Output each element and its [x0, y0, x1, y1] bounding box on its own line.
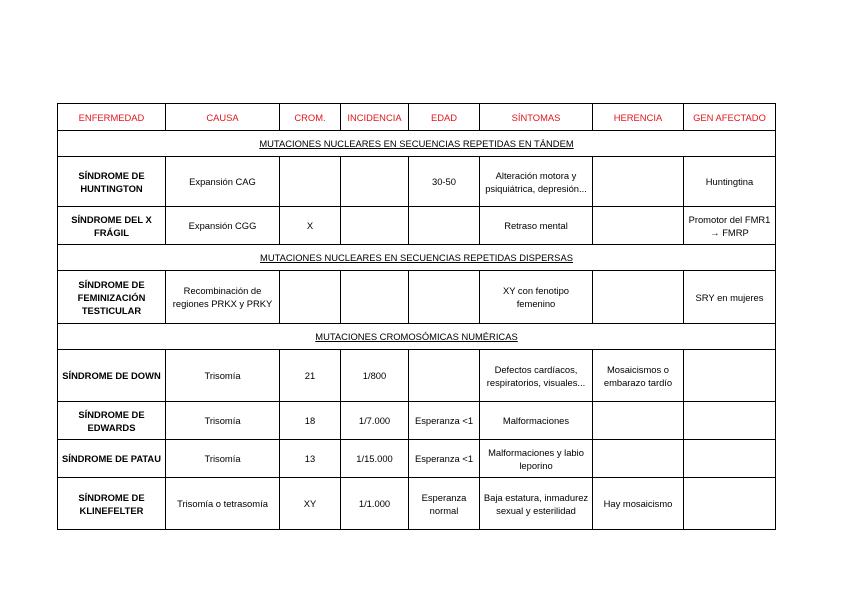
header-enfermedad: ENFERMEDAD: [58, 104, 166, 131]
cell-herencia: [593, 402, 684, 440]
cell-incidencia: 1/800: [341, 350, 409, 402]
cell-enfermedad: SÍNDROME DE HUNTINGTON: [58, 157, 166, 207]
cell-incidencia: [341, 157, 409, 207]
header-incidencia: INCIDENCIA: [341, 104, 409, 131]
cell-causa: Recombinación de regiones PRKX y PRKY: [166, 271, 280, 324]
cell-enfermedad: SÍNDROME DE FEMINIZACIÓN TESTICULAR: [58, 271, 166, 324]
cell-herencia: Mosaicismos o embarazo tardío: [593, 350, 684, 402]
cell-causa: Trisomía: [166, 440, 280, 478]
cell-incidencia: 1/7.000: [341, 402, 409, 440]
cell-sintomas: Retraso mental: [480, 207, 593, 245]
cell-sintomas: Malformaciones: [480, 402, 593, 440]
cell-edad: [409, 350, 480, 402]
cell-herencia: Hay mosaicismo: [593, 478, 684, 530]
table-row: [58, 478, 776, 530]
table-row: [58, 440, 776, 478]
header-row: [58, 104, 776, 131]
cell-crom: [280, 157, 341, 207]
disease-table: [57, 103, 776, 530]
cell-enfermedad: SÍNDROME DEL X FRÁGIL: [58, 207, 166, 245]
cell-enfermedad: SÍNDROME DE PATAU: [58, 440, 166, 478]
cell-enfermedad: SÍNDROME DE DOWN: [58, 350, 166, 402]
section-title: MUTACIONES NUCLEARES EN SECUENCIAS REPETIDAS DISPERSAS: [58, 245, 776, 271]
cell-sintomas: Malformaciones y labio leporino: [480, 440, 593, 478]
cell-edad: Esperanza <1: [409, 402, 480, 440]
cell-gen: Huntingtina: [684, 157, 776, 207]
cell-gen: Promotor del FMR1 → FMRP: [684, 207, 776, 245]
section-row: [58, 131, 776, 157]
cell-incidencia: [341, 271, 409, 324]
header-sintomas: SÍNTOMAS: [480, 104, 593, 131]
header-causa: CAUSA: [166, 104, 280, 131]
header-gen: GEN AFECTADO: [684, 104, 776, 131]
cell-edad: Esperanza normal: [409, 478, 480, 530]
table-row: [58, 207, 776, 245]
cell-causa: Expansión CGG: [166, 207, 280, 245]
header-edad: EDAD: [409, 104, 480, 131]
cell-crom: X: [280, 207, 341, 245]
cell-sintomas: XY con fenotipo femenino: [480, 271, 593, 324]
table-row: [58, 402, 776, 440]
table-row: [58, 157, 776, 207]
cell-gen: SRY en mujeres: [684, 271, 776, 324]
cell-edad: Esperanza <1: [409, 440, 480, 478]
cell-sintomas: Baja estatura, inmadurez sexual y esterilidad: [480, 478, 593, 530]
cell-enfermedad: SÍNDROME DE KLINEFELTER: [58, 478, 166, 530]
section-title: MUTACIONES NUCLEARES EN SECUENCIAS REPETIDAS EN TÁNDEM: [58, 131, 776, 157]
cell-gen: [684, 350, 776, 402]
cell-causa: Trisomía o tetrasomía: [166, 478, 280, 530]
cell-crom: 18: [280, 402, 341, 440]
cell-crom: [280, 271, 341, 324]
cell-incidencia: 1/15.000: [341, 440, 409, 478]
cell-crom: XY: [280, 478, 341, 530]
cell-causa: Trisomía: [166, 350, 280, 402]
header-crom: CROM.: [280, 104, 341, 131]
header-herencia: HERENCIA: [593, 104, 684, 131]
cell-sintomas: Defectos cardíacos, respiratorios, visuales...: [480, 350, 593, 402]
cell-gen: [684, 478, 776, 530]
section-row: [58, 324, 776, 350]
table-row: [58, 271, 776, 324]
cell-enfermedad: SÍNDROME DE EDWARDS: [58, 402, 166, 440]
section-row: [58, 245, 776, 271]
cell-edad: [409, 207, 480, 245]
cell-causa: Expansión CAG: [166, 157, 280, 207]
cell-edad: 30-50: [409, 157, 480, 207]
section-title: MUTACIONES CROMOSÓMICAS NUMÉRICAS: [58, 324, 776, 350]
cell-gen: [684, 440, 776, 478]
cell-sintomas: Alteración motora y psiquiátrica, depresión...: [480, 157, 593, 207]
cell-herencia: [593, 271, 684, 324]
cell-crom: 13: [280, 440, 341, 478]
cell-herencia: [593, 207, 684, 245]
cell-causa: Trisomía: [166, 402, 280, 440]
cell-gen: [684, 402, 776, 440]
cell-incidencia: [341, 207, 409, 245]
table-row: [58, 350, 776, 402]
cell-edad: [409, 271, 480, 324]
cell-crom: 21: [280, 350, 341, 402]
cell-herencia: [593, 440, 684, 478]
cell-incidencia: 1/1.000: [341, 478, 409, 530]
cell-herencia: [593, 157, 684, 207]
